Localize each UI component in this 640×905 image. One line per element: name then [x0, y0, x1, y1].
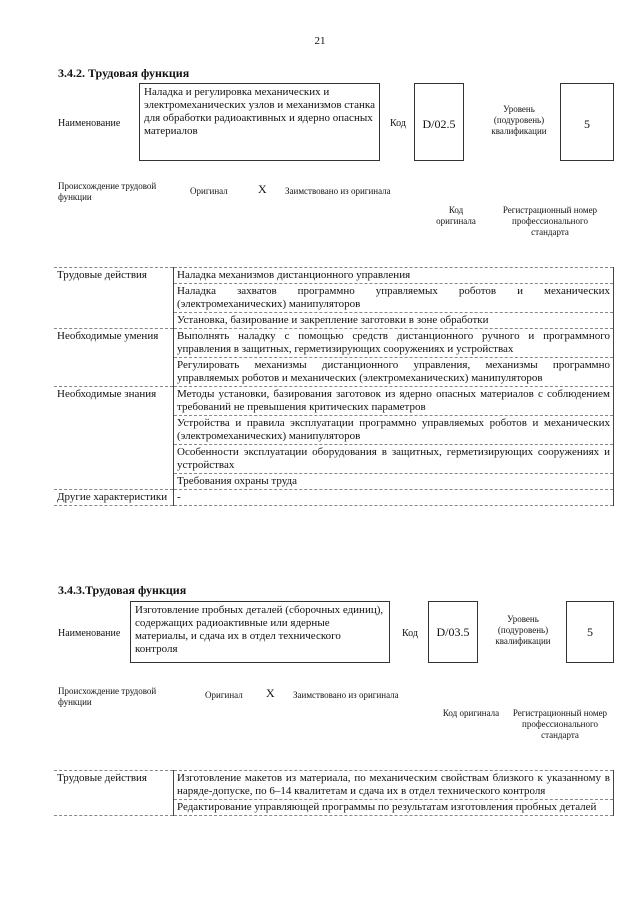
row-item: Установка, базирование и закрепление заготовки в зоне обработки: [174, 313, 614, 329]
row-item: Методы установки, базирования заготовок из ядерно опасных материалов с соблюдением требований не превышения критических параметров: [174, 387, 614, 416]
row-label: Другие характеристики: [54, 490, 174, 506]
name-value-1: Наладка и регулировка механических и электромеханических узлов и механизмов станка для обработки радиоактивных и ядерно опасных материалов: [139, 83, 380, 161]
section2-table: [54, 770, 614, 816]
level-label-2: Уровень (подуровень) квалификации: [495, 614, 551, 646]
row-label: Необходимые умения: [54, 329, 174, 387]
row-item: Изготовление макетов из материала, по механическим свойствам близкого к указанному в наряде-допуске, по 6–14 квалитетам и сдача их в отдел технического контроля: [174, 771, 614, 800]
code-label-1: Код: [390, 118, 406, 129]
code-orig-label-2: Код оригинала: [442, 708, 500, 718]
name-label-2: Наименование: [58, 628, 121, 639]
level-label-1: Уровень (подуровень) квалификации: [491, 104, 547, 136]
level-value-1: 5: [560, 83, 614, 161]
origin-label-2: Происхождение трудовой функции: [58, 686, 157, 707]
row-label: Трудовые действия: [54, 268, 174, 329]
section1-table: [54, 267, 614, 506]
row-label: Необходимые знания: [54, 387, 174, 490]
row-item: Требования охраны труда: [174, 474, 614, 490]
name-label-1: Наименование: [58, 118, 121, 129]
reg-num-label-1: Регистрационный номер профессионального стандарта: [502, 205, 598, 237]
row-item: Устройства и правила эксплуатации программно управляемых роботов и механических (электромеханических) манипуляторов: [174, 416, 614, 445]
original-label-2: Оригинал: [205, 690, 243, 700]
row-label: Трудовые действия: [54, 771, 174, 816]
original-mark-2: X: [266, 686, 275, 700]
original-mark-1: X: [258, 182, 267, 196]
borrowed-label-1: Заимствовано из оригинала: [285, 186, 391, 196]
row-item: -: [174, 490, 614, 506]
reg-num-label-2: Регистрационный номер профессионального стандарта: [512, 708, 608, 740]
row-item: Наладка механизмов дистанционного управления: [174, 268, 614, 284]
row-item: Выполнять наладку с помощью средств дистанционного ручного и программного управления в защитных, герметизирующих сооружениях и устройствах: [174, 329, 614, 358]
row-item: Наладка захватов программно управляемых роботов и механических (электромеханических) манипуляторов: [174, 284, 614, 313]
code-value-1: D/02.5: [414, 83, 464, 161]
code-value-2: D/03.5: [428, 601, 478, 663]
code-orig-label-1: Код оригинала: [436, 205, 476, 226]
row-item: Редактирование управляющей программы по результатам изготовления пробных деталей: [174, 800, 614, 816]
original-label-1: Оригинал: [190, 186, 228, 196]
origin-label-1: Происхождение трудовой функции: [58, 181, 157, 202]
section-title-1: 3.4.2. Трудовая функция: [58, 66, 190, 80]
level-value-2: 5: [566, 601, 614, 663]
row-item: Особенности эксплуатации оборудования в защитных, герметизирующих сооружениях и устройствах: [174, 445, 614, 474]
section-title-2: 3.4.3.Трудовая функция: [58, 583, 187, 597]
page-number: 21: [314, 35, 326, 47]
name-value-2: Изготовление пробных деталей (сборочных единиц), содержащих радиоактивные или ядерные материалы, и сдача их в отдел технического контроля: [130, 601, 390, 663]
borrowed-label-2: Заимствовано из оригинала: [293, 690, 399, 700]
row-item: Регулировать механизмы дистанционного управления, механизмы программно управляемых роботов и механических (электромеханических) манипуляторов: [174, 358, 614, 387]
code-label-2: Код: [402, 628, 418, 639]
